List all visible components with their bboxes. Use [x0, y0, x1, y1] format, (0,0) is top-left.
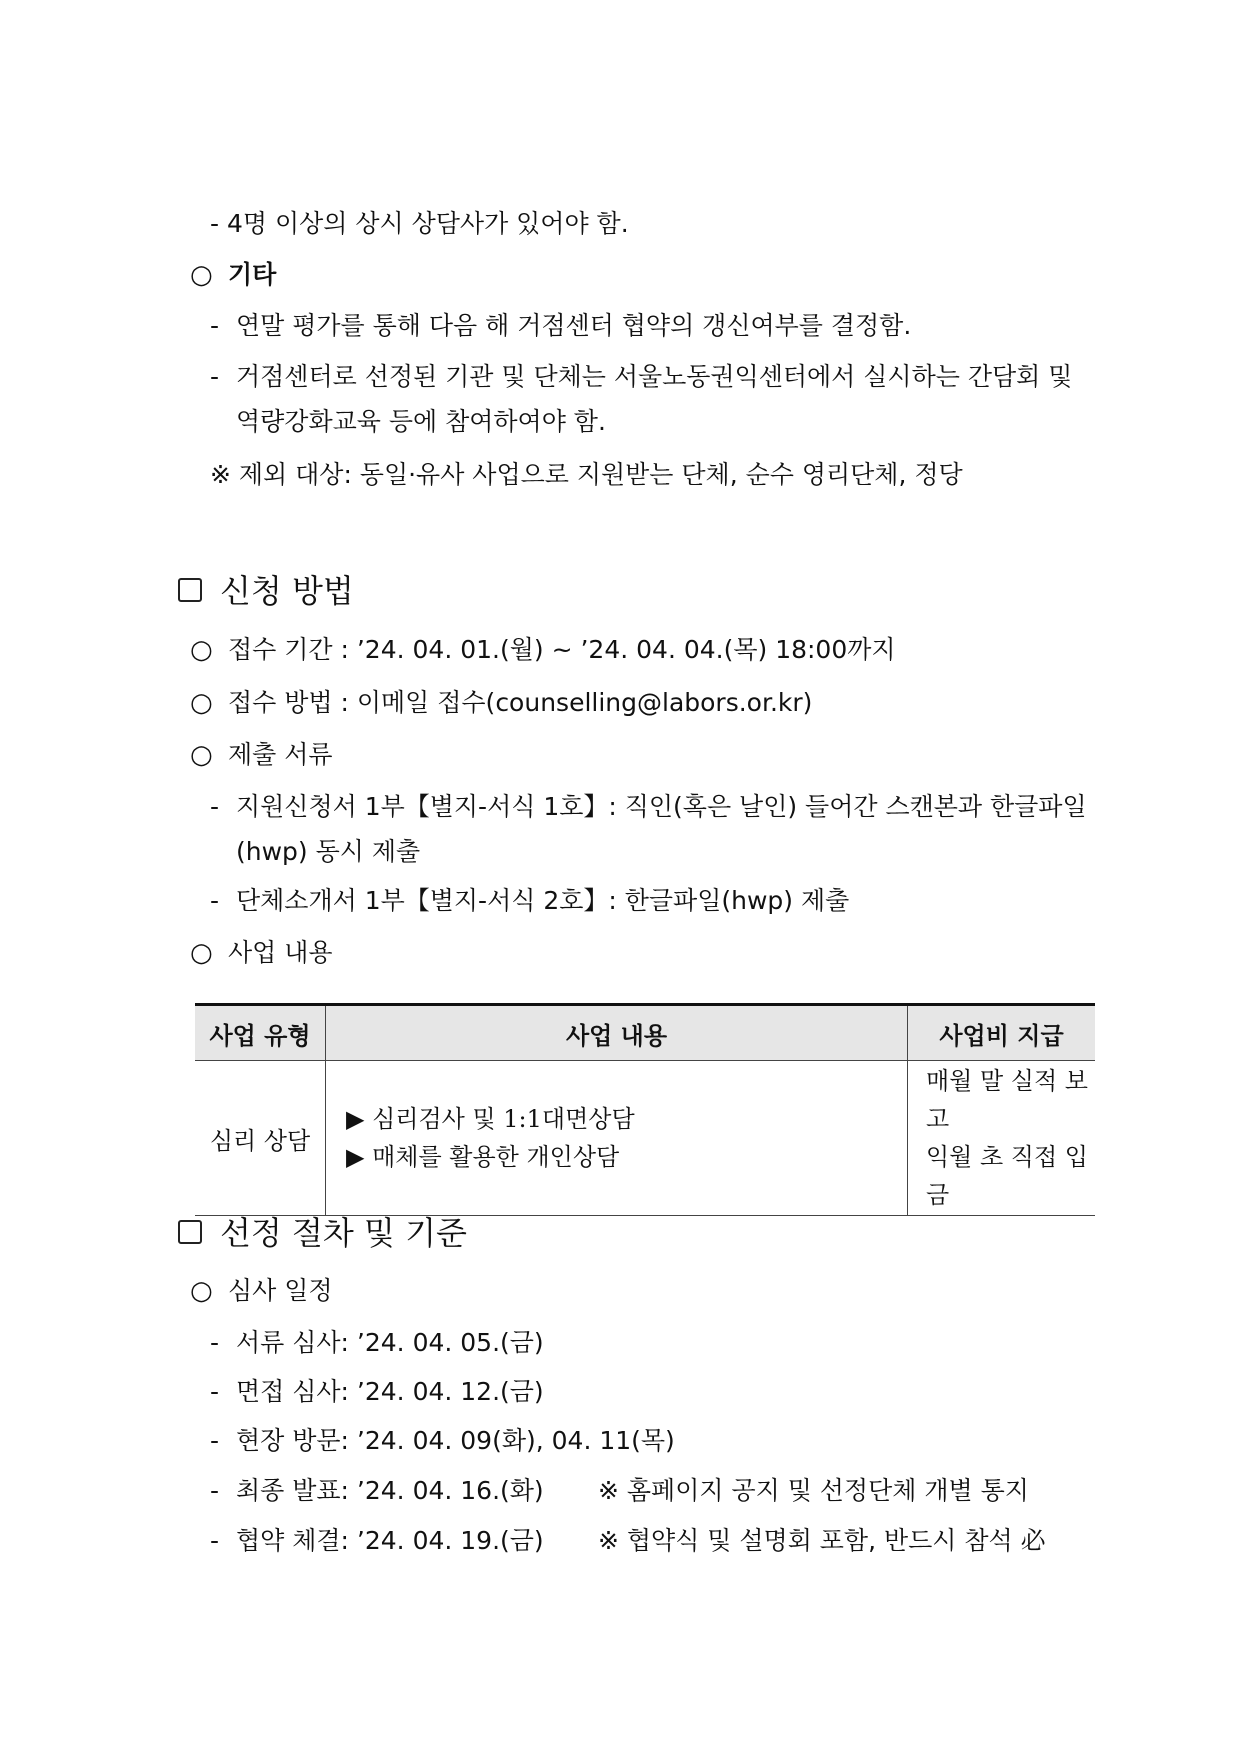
schedule-announcement: - 최종 발표: ’24. 04. 16.(화) [210, 1476, 544, 1505]
header-content: 사업 내용 [326, 1005, 908, 1061]
circle-bullet-icon: ○ [190, 740, 213, 770]
doc-1: - 지원신청서 1부【별지-서식 1호】: 직인(혹은 날인) 들어간 스캔본과 한글파일 [210, 792, 1087, 821]
circle-bullet-icon: ○ [190, 1276, 213, 1306]
content-item: ▶ 심리검사 및 1:1대면상담 [346, 1105, 635, 1133]
table-row [195, 1061, 1095, 1216]
cell-content [326, 1061, 908, 1216]
schedule-interview: - 면접 심사: ’24. 04. 12.(금) [210, 1377, 544, 1406]
doc-2: - 단체소개서 1부【별지-서식 2호】: 한글파일(hwp) 제출 [210, 886, 850, 915]
business-table [195, 1003, 1095, 1216]
schedule-heading: ○ 심사 일정 [190, 1276, 333, 1306]
etc-bullet-2: - 거점센터로 선정된 기관 및 단체는 서울노동권익센터에서 실시하는 간담회 및 [210, 362, 1073, 391]
apply-period: ○ 접수 기간 : ’24. 04. 01.(월) ~ ’24. 04. 04.(목) 18:00까지 [190, 635, 896, 665]
header-type: 사업 유형 [195, 1005, 326, 1061]
circle-bullet-icon: ○ [190, 938, 213, 968]
square-bullet-icon [178, 578, 202, 602]
square-bullet-icon [178, 1220, 202, 1244]
table-header-row [195, 1005, 1095, 1061]
doc-1-cont: (hwp) 동시 제출 [236, 837, 421, 866]
exclusion-note: ※ 제외 대상: 동일·유사 사업으로 지원받는 단체, 순수 영리단체, 정당 [210, 460, 963, 489]
schedule-document-review: - 서류 심사: ’24. 04. 05.(금) [210, 1328, 544, 1357]
selection-section-title: 선정 절차 및 기준 [178, 1213, 467, 1253]
schedule-agreement: - 협약 체결: ’24. 04. 19.(금) [210, 1526, 544, 1555]
cell-payment [908, 1061, 1096, 1216]
apply-section-title: 신청 방법 [178, 571, 354, 611]
payment-line: 매월 말 실적 보고 [926, 1067, 1088, 1133]
schedule-site-visit: - 현장 방문: ’24. 04. 09(화), 04. 11(목) [210, 1426, 675, 1455]
etc-heading: ○ 기타 [190, 260, 277, 290]
docs-heading: ○ 제출 서류 [190, 740, 333, 770]
payment-line: 익월 초 직접 입금 [926, 1143, 1088, 1209]
agreement-note: ※ 협약식 및 설명회 포함, 반드시 참석 必 [598, 1526, 1046, 1555]
content-item: ▶ 매체를 활용한 개인상담 [346, 1143, 620, 1171]
circle-bullet-icon: ○ [190, 260, 213, 290]
circle-bullet-icon: ○ [190, 635, 213, 665]
header-payment: 사업비 지급 [908, 1005, 1096, 1061]
apply-method: ○ 접수 방법 : 이메일 접수(counselling@labors.or.kr) [190, 688, 813, 718]
circle-bullet-icon: ○ [190, 688, 213, 718]
content-heading: ○ 사업 내용 [190, 938, 333, 968]
etc-bullet-2-cont: 역량강화교육 등에 참여하여야 함. [236, 407, 606, 436]
counselor-requirement: - 4명 이상의 상시 상담사가 있어야 함. [210, 209, 629, 238]
etc-bullet-1: - 연말 평가를 통해 다음 해 거점센터 협약의 갱신여부를 결정함. [210, 311, 912, 340]
announcement-note: ※ 홈페이지 공지 및 선정단체 개별 통지 [598, 1476, 1029, 1505]
cell-type: 심리 상담 [195, 1061, 326, 1216]
